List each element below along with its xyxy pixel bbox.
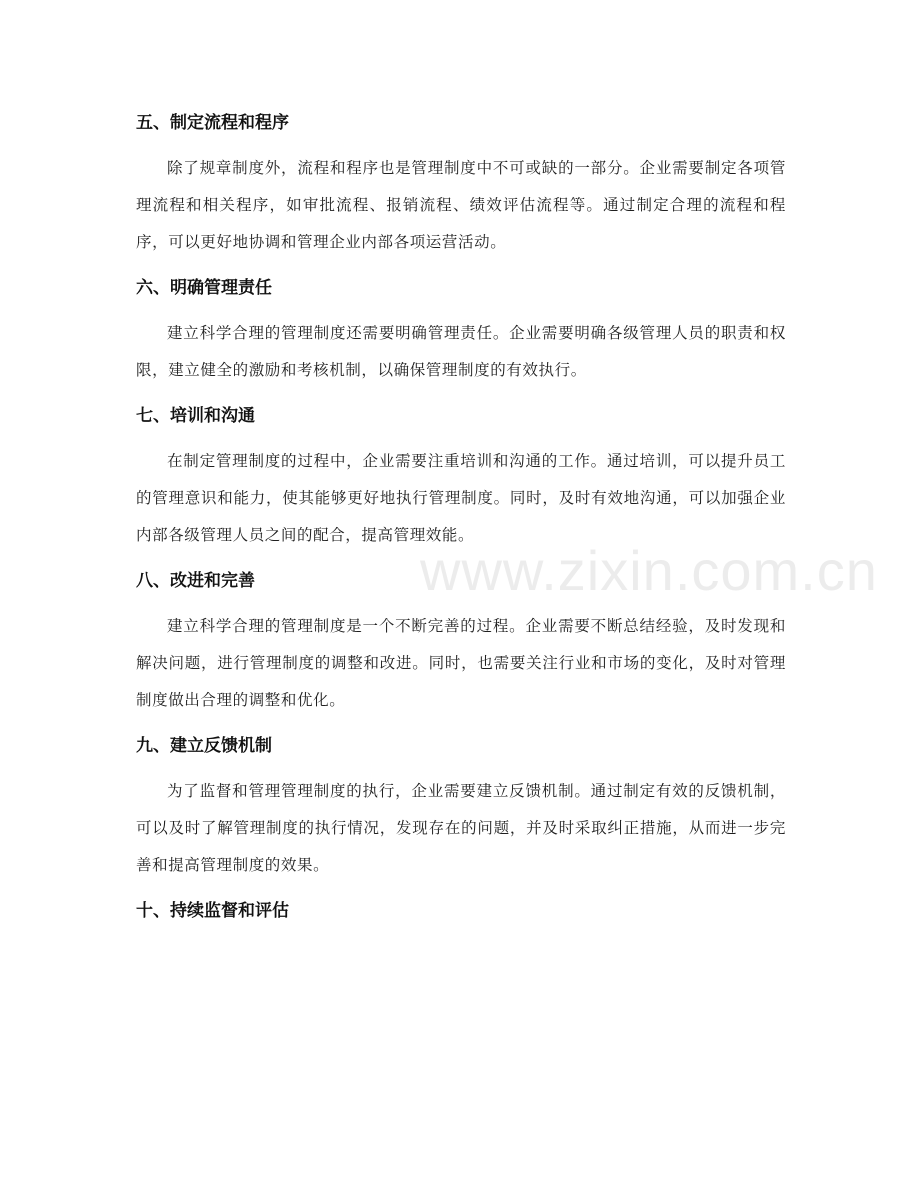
- section-paragraph-9: 为了监督和管理管理制度的执行，企业需要建立反馈机制。通过制定有效的反馈机制，可以及时了解管理制度的执行情况，发现存在的问题，并及时采取纠正措施，从而进一步完善和提高管理制度的效果。: [136, 782, 786, 874]
- section-heading-10: 十、持续监督和评估: [136, 901, 289, 921]
- section-paragraph-5: 除了规章制度外，流程和程序也是管理制度中不可或缺的一部分。企业需要制定各项管理流程和相关程序，如审批流程、报销流程、绩效评估流程等。通过制定合理的流程和程序，可以更好地协调和管理企业内部各项运营活动。: [136, 159, 786, 251]
- section-paragraph-6: 建立科学合理的管理制度还需要明确管理责任。企业需要明确各级管理人员的职责和权限，建立健全的激励和考核机制，以确保管理制度的有效执行。: [136, 324, 786, 379]
- section-paragraph-8: 建立科学合理的管理制度是一个不断完善的过程。企业需要不断总结经验，及时发现和解决问题，进行管理制度的调整和改进。同时，也需要关注行业和市场的变化，及时对管理制度做出合理的调整和优化。: [136, 617, 786, 709]
- section-heading-5: 五、制定流程和程序: [136, 113, 289, 133]
- watermark-text: www.zixin.com.cn: [420, 539, 878, 602]
- section-heading-8: 八、改进和完善: [136, 571, 255, 591]
- section-heading-7: 七、培训和沟通: [136, 406, 255, 426]
- section-paragraph-7: 在制定管理制度的过程中，企业需要注重培训和沟通的工作。通过培训，可以提升员工的管理意识和能力，使其能够更好地执行管理制度。同时，及时有效地沟通，可以加强企业内部各级管理人员之间的配合，提高管理效能。: [136, 452, 786, 544]
- section-heading-9: 九、建立反馈机制: [136, 736, 272, 756]
- document-body: [136, 104, 786, 930]
- section-heading-6: 六、明确管理责任: [136, 278, 272, 298]
